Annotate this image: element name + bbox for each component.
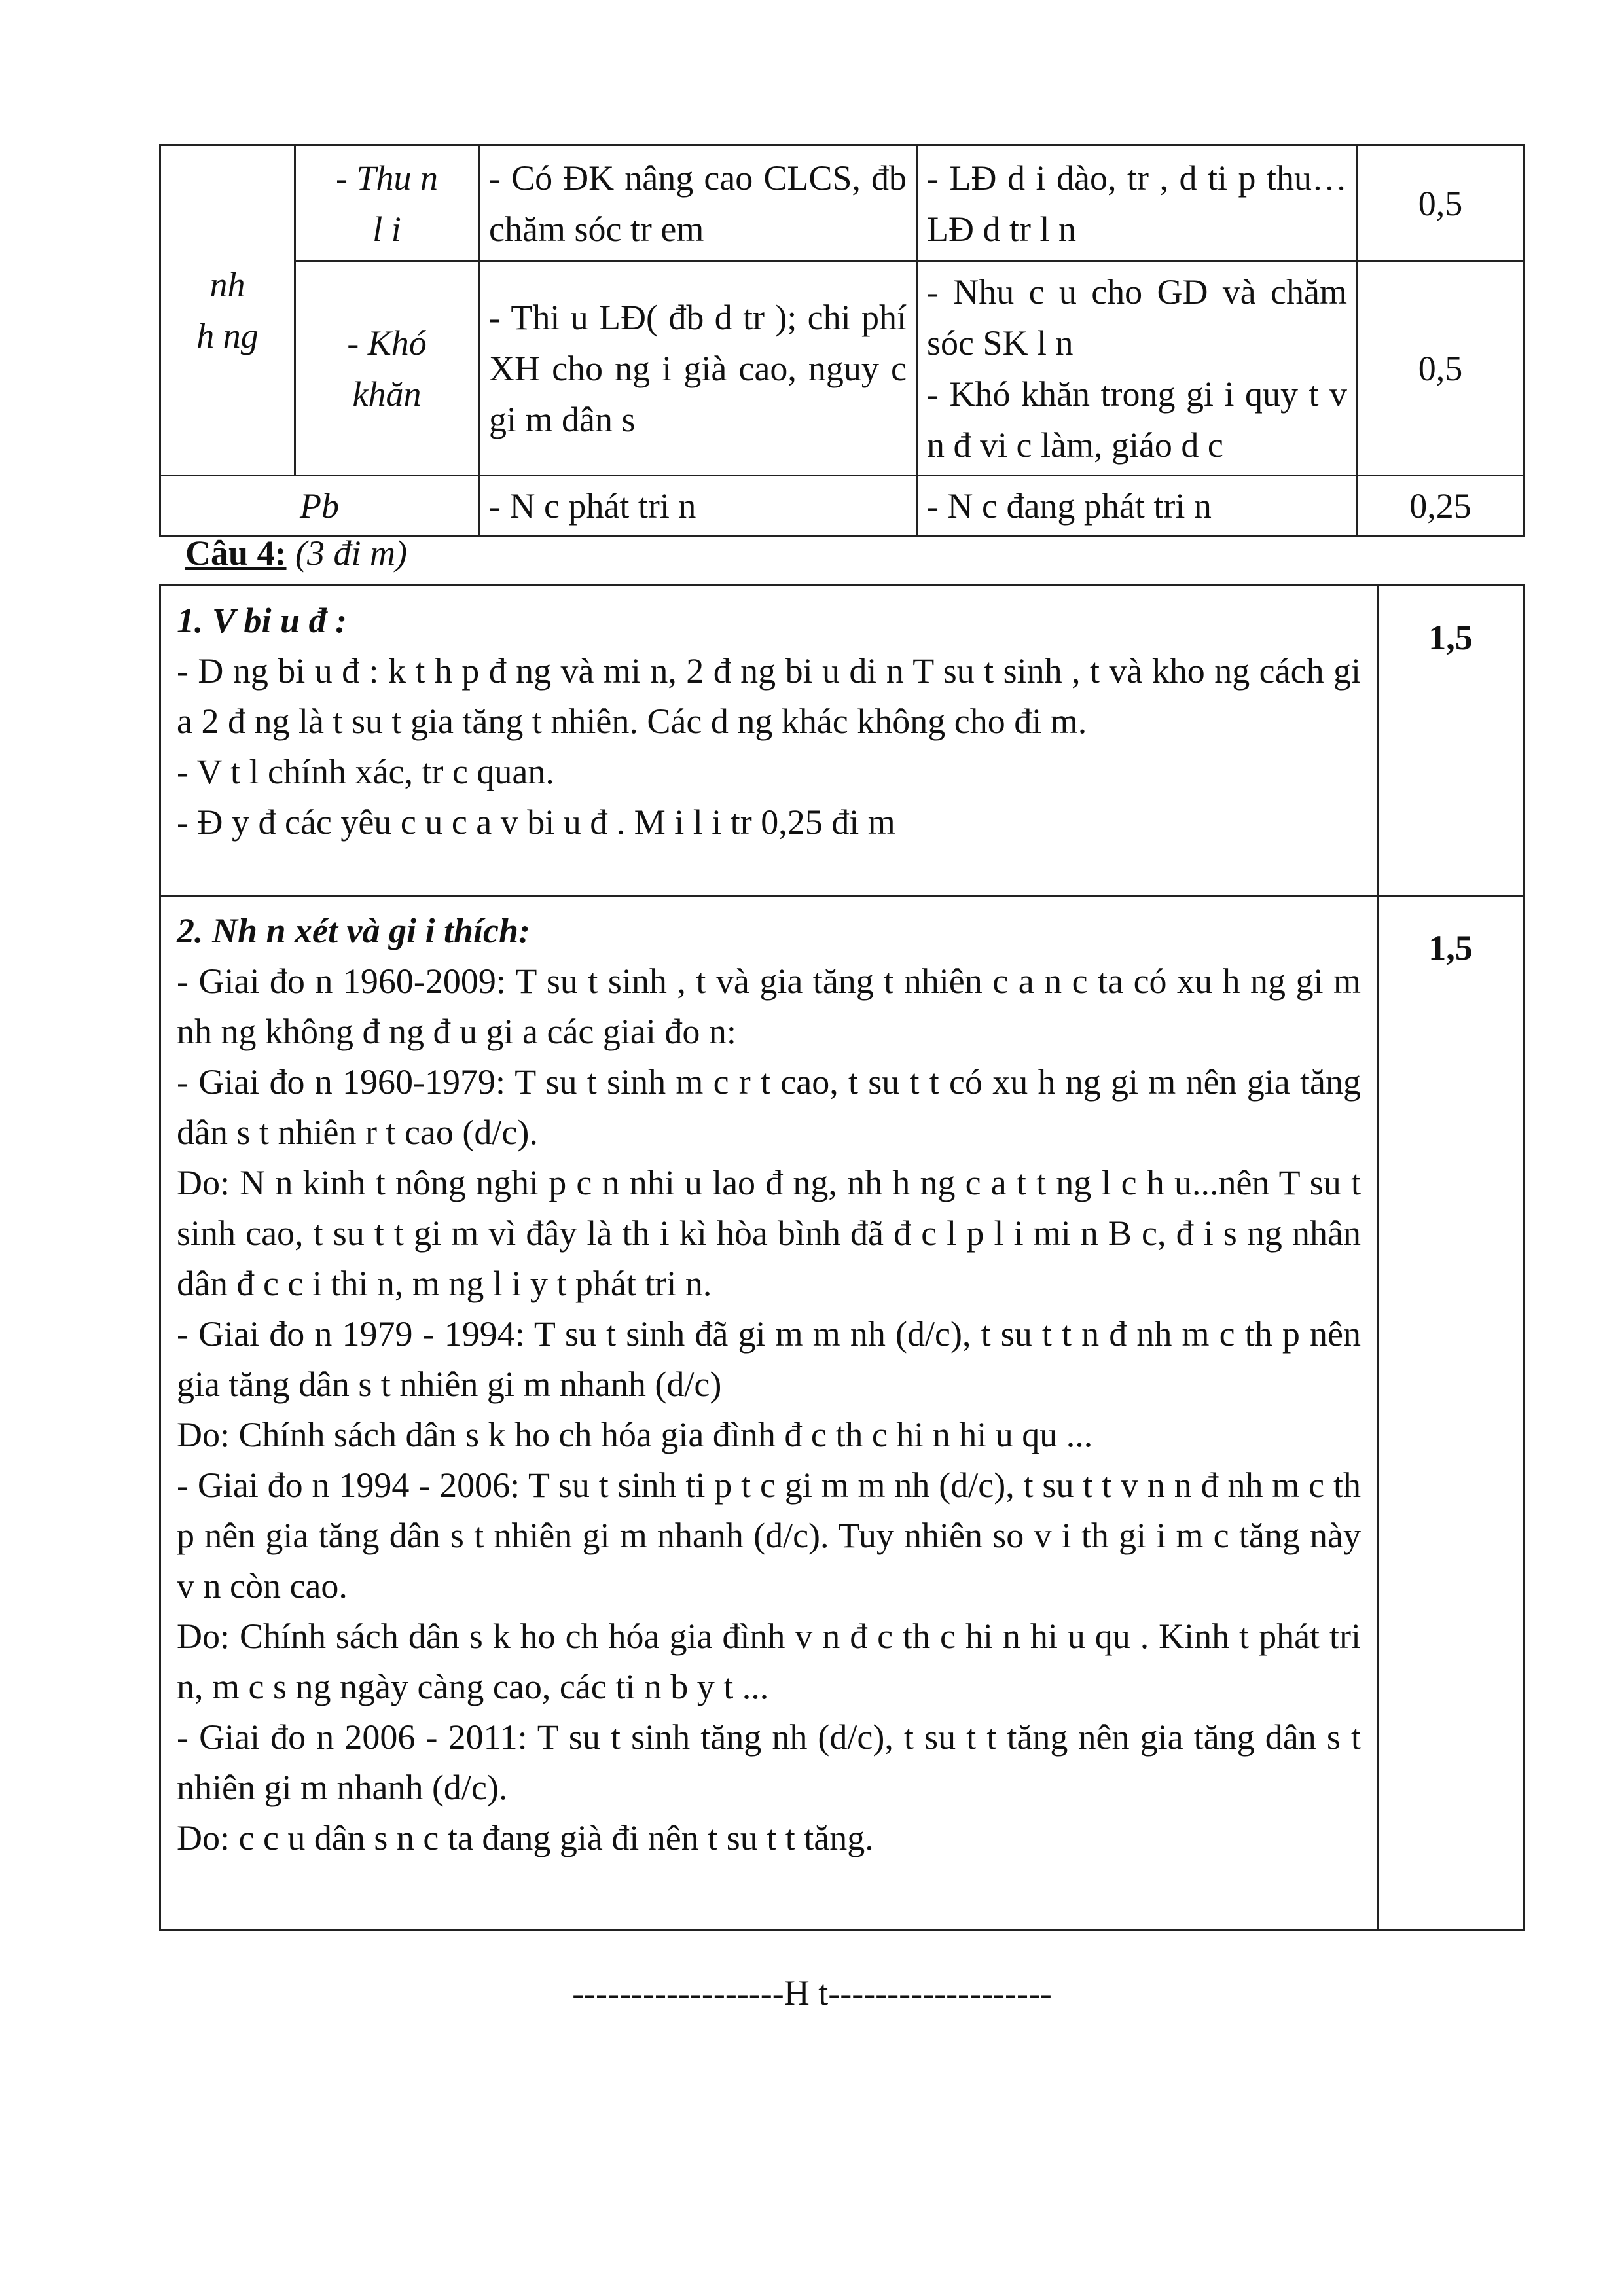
advantage-score: 0,5 bbox=[1358, 145, 1524, 262]
pb-col-b: - N c đang phát tri n bbox=[917, 476, 1358, 537]
section-2-line: - Giai đo n 1960-2009: T su t sinh , t và gia tăng t nhiên c a n c ta có xu h ng gi m nh ng không đ ng đ u gi a các giai đo n: bbox=[177, 961, 1361, 1051]
table-row bbox=[160, 476, 1524, 537]
table-row bbox=[160, 145, 1524, 262]
section-2-line: Do: c c u dân s n c ta đang già đi nên t su t t tăng. bbox=[177, 1818, 874, 1857]
section-2-line: Do: Chính sách dân s k ho ch hóa gia đình đ c th c hi n hi u qu ... bbox=[177, 1415, 1093, 1454]
difficulty-col-a: - Thi u LĐ( đb d tr ); chi phí XH cho ng i già cao, nguy c gi m dân s bbox=[479, 262, 917, 476]
section-1-heading: 1. V bi u đ : bbox=[177, 601, 348, 640]
difficulty-col-b bbox=[917, 262, 1358, 476]
advantage-label-line-1: - Thu n bbox=[335, 158, 438, 198]
table-row bbox=[160, 586, 1524, 896]
question-4-label: Câu 4: bbox=[185, 533, 287, 573]
difficulty-col-b-line-2: - Khó khăn trong gi i quy t v n đ vi c làm, giáo d c bbox=[927, 374, 1347, 465]
advantage-label-cell bbox=[295, 145, 479, 262]
difficulty-label-cell bbox=[295, 262, 479, 476]
section-1-line: - V t l chính xác, tr c quan. bbox=[177, 752, 554, 791]
factor-table bbox=[159, 144, 1525, 537]
question-4-points: (3 đi m) bbox=[295, 533, 407, 573]
pb-col-a: - N c phát tri n bbox=[479, 476, 917, 537]
question-4-heading bbox=[185, 530, 407, 576]
advantage-col-b: - LĐ d i dào, tr , d ti p thu…LĐ d tr l n bbox=[917, 145, 1358, 262]
section-2-line: - Giai đo n 1979 - 1994: T su t sinh đã gi m m nh (d/c), t su t t n đ nh m c th p nên gia tăng dân s t nhiên gi m nhanh (d/c) bbox=[177, 1314, 1361, 1404]
section-1-body bbox=[160, 586, 1378, 896]
section-1-line: - Đ y đ các yêu c u c a v bi u đ . M i l i tr 0,25 đi m bbox=[177, 802, 895, 842]
difficulty-label-line-1: - Khó bbox=[347, 323, 427, 363]
group-label-line-1: nh bbox=[209, 265, 245, 304]
group-label-line-2: h ng bbox=[196, 316, 259, 355]
difficulty-label-line-2: khăn bbox=[352, 374, 422, 414]
section-2-body bbox=[160, 896, 1378, 1930]
section-2-score: 1,5 bbox=[1378, 896, 1524, 1930]
group-label-cell bbox=[160, 145, 295, 476]
section-2-line: - Giai đo n 1994 - 2006: T su t sinh ti p t c gi m m nh (d/c), t su t t v n n đ nh m c th p nên gia tăng dân s t nhiên gi m nhanh (d/c). Tuy nhiên so v i th gi i m c tăng này v n còn cao. bbox=[177, 1465, 1361, 1605]
section-2-line: Do: N n kinh t nông nghi p c n nhi u lao đ ng, nh h ng c a t t ng l c h u...nên T su t sinh cao, t su t t gi m vì đây là th i kì hòa bình đã đ c l p l i mi n B c, đ i s ng nhân dân đ c c i thi n, m ng l i y t phát tri n. bbox=[177, 1163, 1361, 1303]
section-2-line: - Giai đo n 2006 - 2011: T su t sinh tăng nh (d/c), t su t t tăng nên gia tăng dân s t nhiên gi m nhanh (d/c). bbox=[177, 1717, 1361, 1807]
advantage-col-a: - Có ĐK nâng cao CLCS, đb chăm sóc tr em bbox=[479, 145, 917, 262]
section-2-line: - Giai đo n 1960-1979: T su t sinh m c r t cao, t su t t có xu h ng gi m nên gia tăng dân s t nhiên r t cao (d/c). bbox=[177, 1062, 1361, 1152]
table-row bbox=[160, 262, 1524, 476]
section-2-heading: 2. Nh n xét và gi i thích: bbox=[177, 911, 531, 950]
advantage-label-line-2: l i bbox=[372, 209, 401, 249]
difficulty-col-b-line-1: - Nhu c u cho GD và chăm sóc SK l n bbox=[927, 272, 1347, 363]
difficulty-score: 0,5 bbox=[1358, 262, 1524, 476]
answer-table bbox=[159, 584, 1525, 1931]
table-row bbox=[160, 896, 1524, 1930]
section-2-line: Do: Chính sách dân s k ho ch hóa gia đình v n đ c th c hi n hi u qu . Kinh t phát tri n, m c s ng ngày càng cao, các ti n b y t ... bbox=[177, 1617, 1361, 1706]
section-1-score: 1,5 bbox=[1378, 586, 1524, 896]
section-1-line: - D ng bi u đ : k t h p đ ng và mi n, 2 đ ng bi u di n T su t sinh , t và kho ng cách gi a 2 đ ng là t su t gia tăng t nhiên. Các d ng khác không cho đi m. bbox=[177, 651, 1361, 741]
pb-score: 0,25 bbox=[1358, 476, 1524, 537]
end-marker: ------------------H t------------------- bbox=[572, 1973, 1052, 2013]
pb-label: Pb bbox=[160, 476, 479, 537]
